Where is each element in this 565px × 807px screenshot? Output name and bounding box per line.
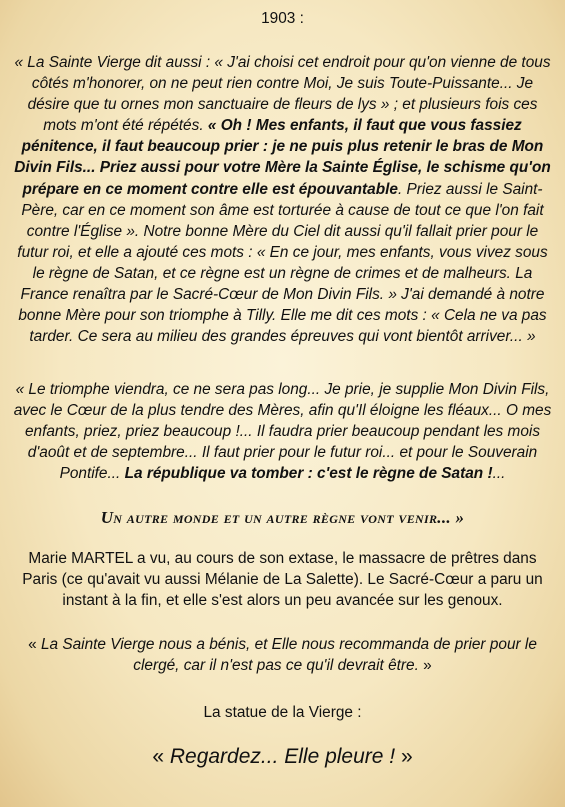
year-heading: 1903 : xyxy=(261,10,304,27)
paragraph-marie-martel: Marie MARTEL a vu, au cours de son extase, le massacre de prêtres dans Paris (ce qu'avait vu aussi Mélanie de La Salette). Le Sacré-Cœur a paru un instant à la fin, et elle s'est alors un peu avancée sur les genoux. xyxy=(22,550,543,610)
quote-close-mark: » xyxy=(418,657,432,675)
paragraph-apparition-1903 xyxy=(10,52,555,347)
bold-quote-penitence: « Oh ! Mes enfants, il faut que vous fassiez pénitence, il faut beaucoup prier : je ne puis plus retenir le bras de Mon Divin Fils... Priez aussi pour votre Mère la Sainte Église, le schisme qu'on prépare en ce moment contre elle est épouvantable xyxy=(14,117,551,198)
final-open-mark: « xyxy=(152,745,170,768)
section-heading-autre-monde: Un autre monde et un autre règne vont venir... » xyxy=(100,508,465,527)
quote-intro: « La Sainte Vierge dit aussi : « J'ai choisi cet endroit pour qu'on vienne de tous côtés m'honorer, on ne peut rien contre Moi, Je suis Toute-Puissante... Je désire que tu ornes mon sanctuaire de fleurs de lys » ; et plusieurs fois ces mots m'ont été répétés. xyxy=(14,54,551,135)
final-close-mark: » xyxy=(395,745,413,768)
triomphe-text: « Le triomphe viendra, ce ne sera pas long... Je prie, je supplie Mon Divin Fils, avec le Cœur de la plus tendre des Mères, afin qu'Il éloigne les fléaux... O mes enfants, priez, priez beaucoup !... Il faudra prier beaucoup pendant les mois d'août et de septembre... Il faut prier pour le futur roi... et pour le Souverain Pontife... xyxy=(13,381,552,483)
paragraph-triomphe xyxy=(10,379,555,484)
paragraph-benediction xyxy=(10,634,555,676)
final-quote-text: Regardez... Elle pleure ! xyxy=(169,745,396,768)
triomphe-ellipsis: ... xyxy=(492,465,506,483)
statue-label: La statue de la Vierge : xyxy=(203,704,362,721)
quote-open-mark: « xyxy=(28,636,41,653)
benediction-text: La Sainte Vierge nous a bénis, et Elle nous recommanda de prier pour le clergé, car il n'est pas ce qu'il devrait être. xyxy=(40,636,537,675)
quote-continuation: . Priez aussi le Saint-Père, car en ce moment son âme est torturée à cause de tout ce que l'on fait contre l'Église ». Notre bonne Mère du Ciel dit aussi qu'il fallait prier pour le futur roi, et elle a ajouté ces mots : « En ce jour, mes enfants, vous vivez sous le règne de Satan, et ce règne est un règne de crimes et de malheurs. La France renaîtra par le Sacré-Cœur de Mon Divin Fils. » J'ai demandé à notre bonne Mère pour son triomphe à Tilly. Elle me dit ces mots : « Cela ne va pas tarder. Ce sera au milieu des grandes épreuves qui vont bientôt arriver... » xyxy=(17,180,548,346)
final-quote xyxy=(10,745,555,769)
bold-republique: La république va tomber : c'est le règne de Satan ! xyxy=(124,465,493,483)
